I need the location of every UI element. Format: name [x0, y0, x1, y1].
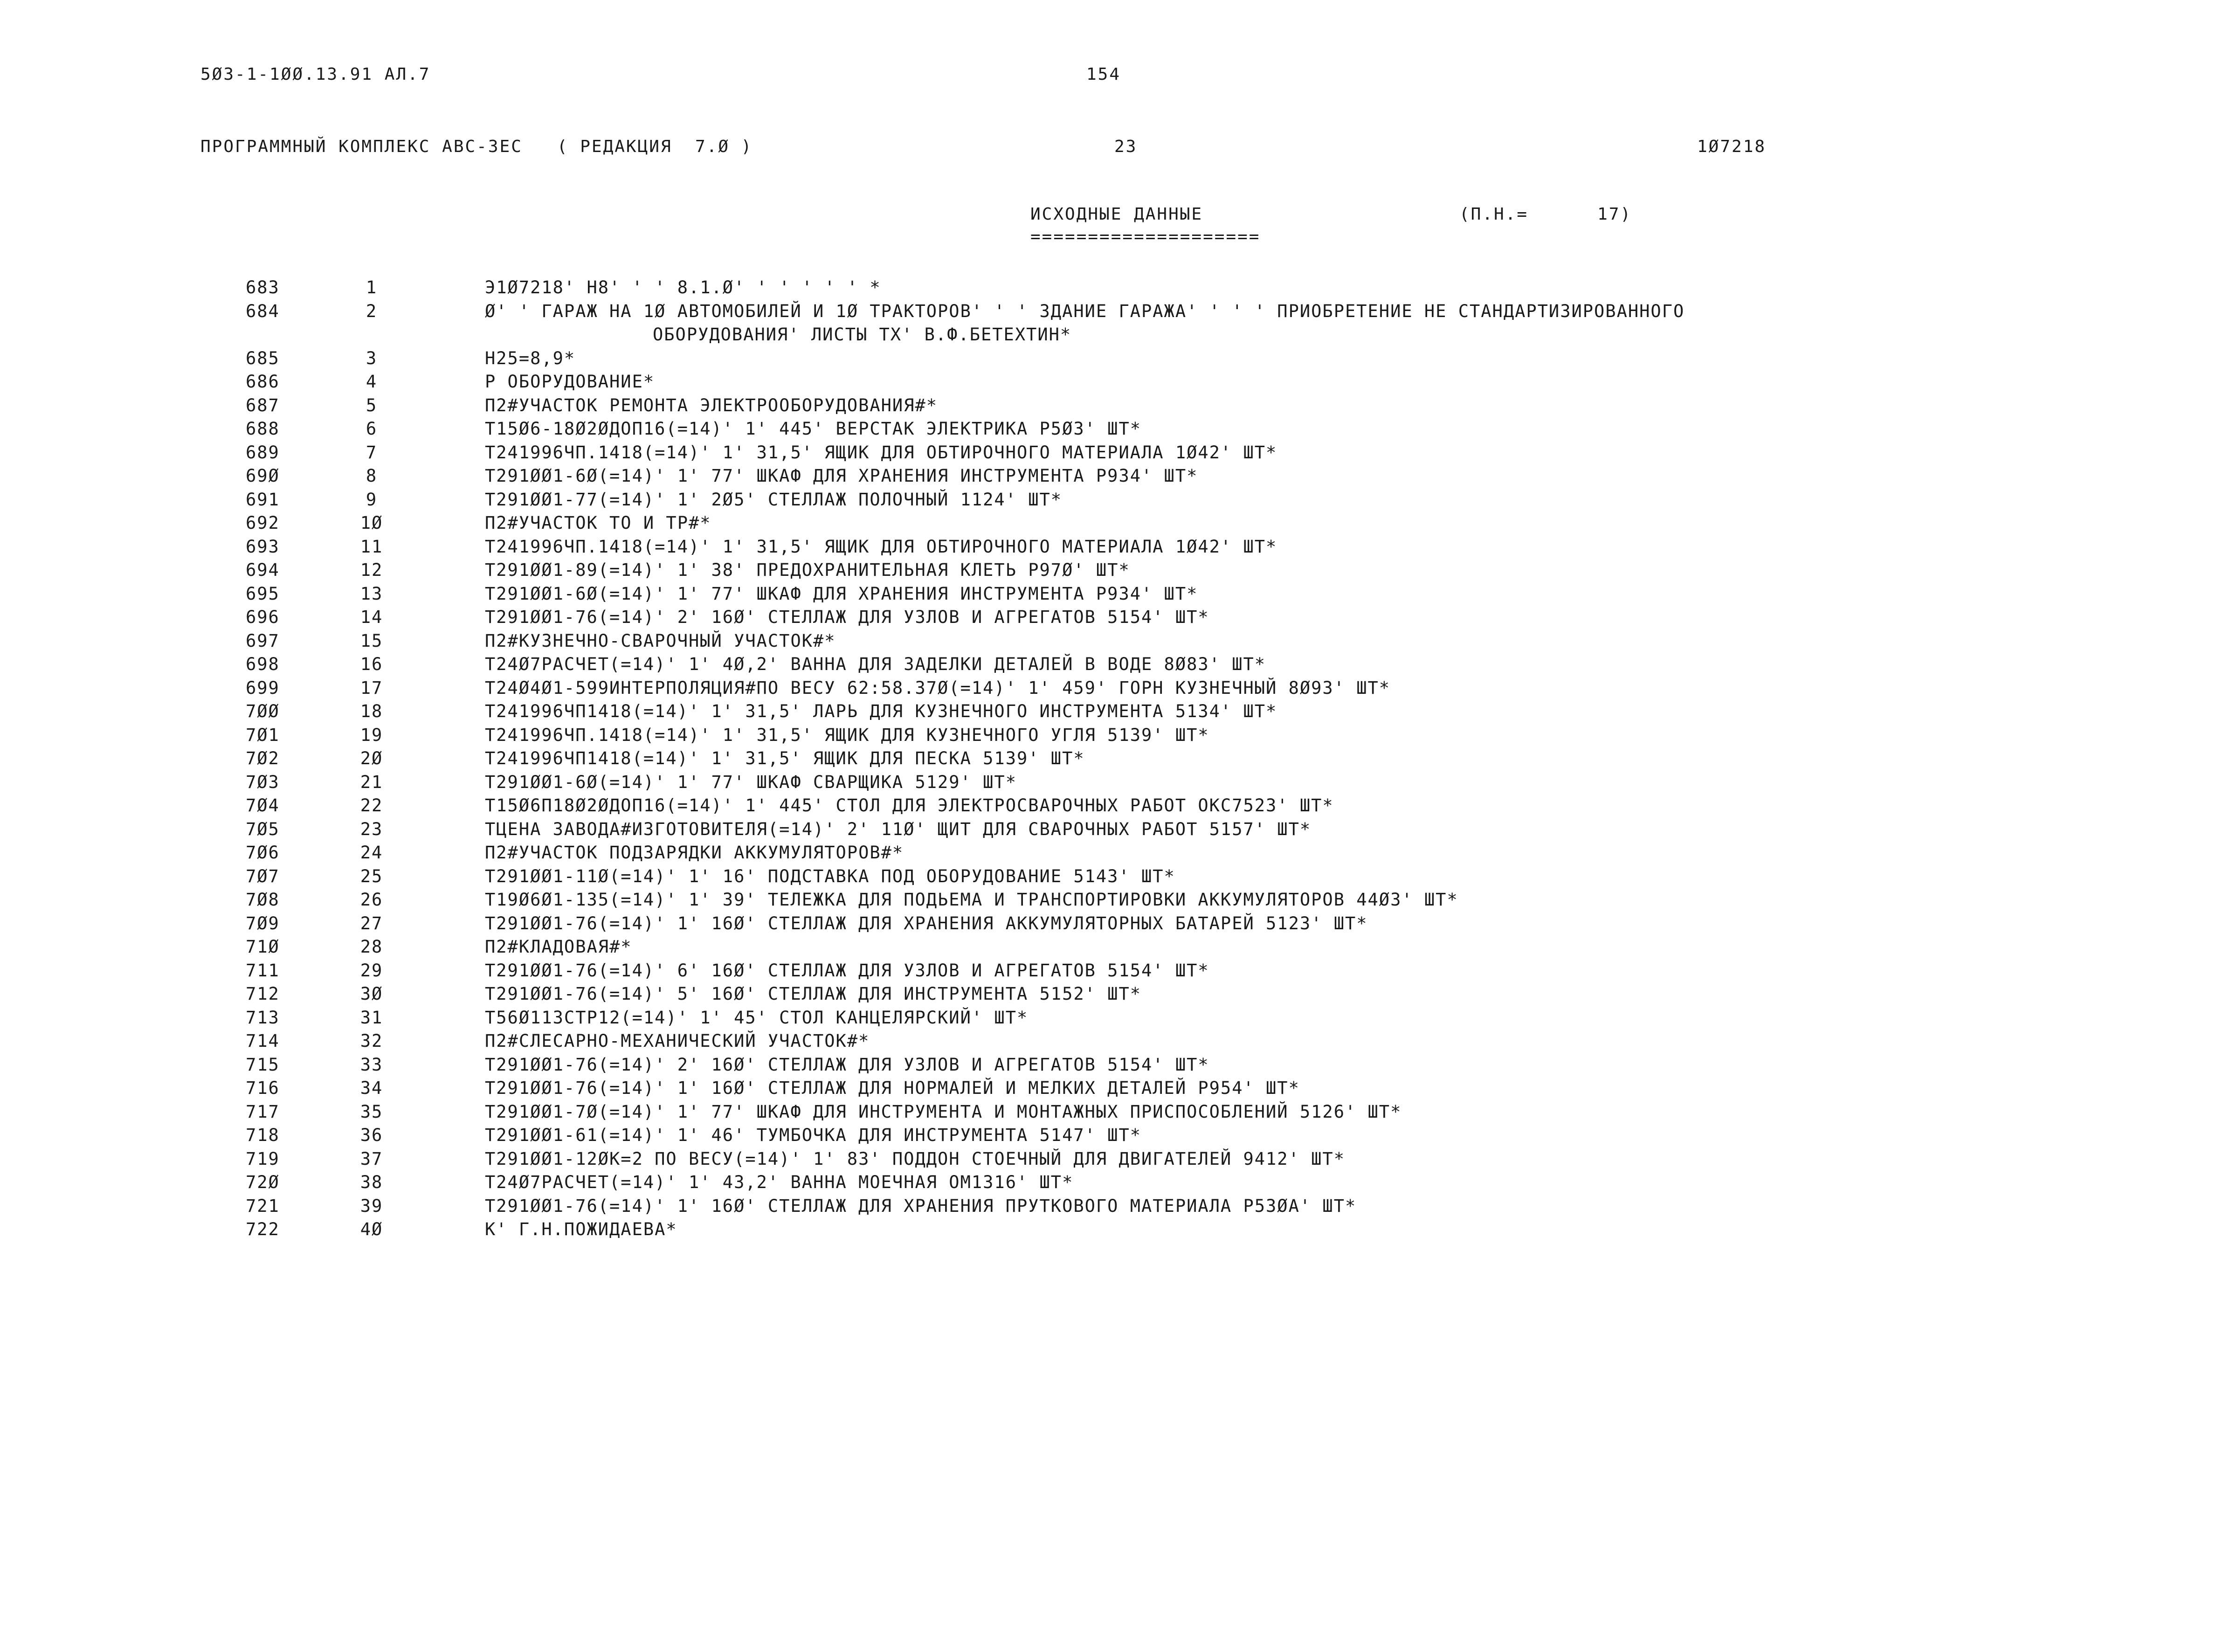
- record-sequence: 1: [366, 277, 378, 297]
- record-sequence: 7: [366, 442, 378, 463]
- record-text: Т291ØØ1-77(=14)' 1' 2Ø5' СТЕЛЛАЖ ПОЛОЧНЫЙ 1124' ШТ*: [485, 489, 1063, 510]
- listing-row: [0, 300, 2230, 324]
- line-number: 713: [246, 1007, 280, 1028]
- listing-row: [0, 417, 2230, 441]
- listing-row: [0, 347, 2230, 371]
- line-number: 684: [246, 301, 280, 321]
- line-number: 689: [246, 442, 280, 463]
- line-number: 691: [246, 489, 280, 510]
- listing-row: [0, 1147, 2230, 1171]
- line-number: 7Ø7: [246, 866, 280, 886]
- record-sequence: 24: [360, 843, 383, 863]
- record-text: Т291ØØ1-11Ø(=14)' 1' 16' ПОДСТАВКА ПОД ОБОРУДОВАНИЕ 5143' ШТ*: [485, 866, 1175, 886]
- record-sequence: 5: [366, 395, 378, 415]
- record-text: Т291ØØ1-6Ø(=14)' 1' 77' ШКАФ ДЛЯ ХРАНЕНИЯ ИНСТРУМЕНТА Р934' ШТ*: [485, 583, 1198, 604]
- record-text: Т241996ЧП.1418(=14)' 1' 31,5' ЯЩИК ДЛЯ КУЗНЕЧНОГО УГЛЯ 5139' ШТ*: [485, 725, 1209, 745]
- record-text: Т15Ø6-18Ø2ØДОП16(=14)' 1' 445' ВЕРСТАК ЭЛЕКТРИКА Р5Ø3' ШТ*: [485, 419, 1142, 439]
- record-sequence: 31: [360, 1007, 383, 1028]
- listing-row: [0, 370, 2230, 394]
- section-title: ИСХОДНЫЕ ДАННЫЕ: [1030, 205, 1203, 224]
- line-number: 693: [246, 536, 280, 557]
- record-sequence: 35: [360, 1101, 383, 1122]
- record-text: Т241996ЧП.1418(=14)' 1' 31,5' ЯЩИК ДЛЯ ОБТИРОЧНОГО МАТЕРИАЛА 1Ø42' ШТ*: [485, 442, 1277, 463]
- line-number: 685: [246, 348, 280, 368]
- record-text: Т24Ø7РАСЧЕТ(=14)' 1' 43,2' ВАННА МОЕЧНАЯ ОМ1316' ШТ*: [485, 1172, 1074, 1192]
- record-text: Т291ØØ1-76(=14)' 2' 16Ø' СТЕЛЛАЖ ДЛЯ УЗЛОВ И АГРЕГАТОВ 5154' ШТ*: [485, 1054, 1209, 1075]
- line-number: 72Ø: [246, 1172, 280, 1192]
- listing-row: [0, 511, 2230, 535]
- record-sequence: 39: [360, 1196, 383, 1216]
- pn-indicator: (П.Н.= 17): [1459, 205, 1632, 224]
- listing-row: [0, 653, 2230, 677]
- line-number: 71Ø: [246, 937, 280, 957]
- line-number: 692: [246, 513, 280, 533]
- listing-row: [0, 700, 2230, 724]
- listing-row: [0, 1100, 2230, 1124]
- record-sequence: 28: [360, 937, 383, 957]
- listing-row: [0, 677, 2230, 700]
- listing-row: [0, 794, 2230, 818]
- record-sequence: 32: [360, 1031, 383, 1051]
- line-number: 712: [246, 984, 280, 1004]
- listing-row: [0, 841, 2230, 865]
- record-sequence: 8: [366, 466, 378, 486]
- record-text: Т291ØØ1-76(=14)' 1' 16Ø' СТЕЛЛАЖ ДЛЯ НОРМАЛЕЙ И МЕЛКИХ ДЕТАЛЕЙ Р954' ШТ*: [485, 1078, 1300, 1098]
- record-text: Т291ØØ1-12ØК=2 ПО ВЕСУ(=14)' 1' 83' ПОДДОН СТОЕЧНЫЙ ДЛЯ ДВИГАТЕЛЕЙ 9412' ШТ*: [485, 1148, 1345, 1169]
- line-number: 711: [246, 960, 280, 981]
- record-text: Ø' ' ГАРАЖ НА 1Ø АВТОМОБИЛЕЙ И 1Ø ТРАКТОРОВ' ' ' ЗДАНИЕ ГАРАЖА' ' ' ' ПРИОБРЕТЕНИЕ НЕ СТАНДАРТИЗИРОВАННОГО: [485, 301, 1685, 321]
- record-text: Т291ØØ1-76(=14)' 5' 16Ø' СТЕЛЛАЖ ДЛЯ ИНСТРУМЕНТА 5152' ШТ*: [485, 984, 1142, 1004]
- listing-row: [0, 818, 2230, 842]
- listing-row: [0, 535, 2230, 559]
- record-text: Т291ØØ1-6Ø(=14)' 1' 77' ШКАФ СВАРЩИКА 5129' ШТ*: [485, 772, 1017, 792]
- line-number: 717: [246, 1101, 280, 1122]
- line-number: 699: [246, 677, 280, 698]
- line-number: 686: [246, 372, 280, 392]
- record-sequence: 34: [360, 1078, 383, 1098]
- record-text: Т24Ø7РАСЧЕТ(=14)' 1' 4Ø,2' ВАННА ДЛЯ ЗАДЕЛКИ ДЕТАЛЕЙ В ВОДЕ 8Ø83' ШТ*: [485, 654, 1266, 674]
- listing-row: [0, 1006, 2230, 1030]
- record-sequence: 33: [360, 1054, 383, 1075]
- listing-row: [0, 629, 2230, 653]
- record-sequence: 22: [360, 795, 383, 816]
- listing-row: [0, 959, 2230, 983]
- record-sequence: 6: [366, 419, 378, 439]
- record-sequence: 37: [360, 1148, 383, 1169]
- record-text: П2#КЛАДОВАЯ#*: [485, 937, 632, 957]
- record-text: Т19Ø6Ø1-135(=14)' 1' 39' ТЕЛЕЖКА ДЛЯ ПОДЬЕМА И ТРАНСПОРТИРОВКИ АККУМУЛЯТОРОВ 44Ø3' ШТ*: [485, 890, 1458, 910]
- record-text: П2#КУЗНЕЧНО-СВАРОЧНЫЙ УЧАСТОК#*: [485, 630, 836, 651]
- record-sequence: 26: [360, 890, 383, 910]
- record-sequence: 17: [360, 677, 383, 698]
- listing-row: [0, 724, 2230, 747]
- record-sequence: 9: [366, 489, 378, 510]
- record-sequence: 2: [366, 301, 378, 321]
- listing-row: [0, 888, 2230, 912]
- record-sequence: 38: [360, 1172, 383, 1192]
- line-number: 697: [246, 630, 280, 651]
- listing-row: [0, 1218, 2230, 1242]
- line-number: 721: [246, 1196, 280, 1216]
- record-text: Т15Ø6П18Ø2ØДОП16(=14)' 1' 445' СТОЛ ДЛЯ ЭЛЕКТРОСВАРОЧНЫХ РАБОТ ОКС7523' ШТ*: [485, 795, 1334, 816]
- listing-row: [0, 747, 2230, 771]
- line-number: 7Ø8: [246, 890, 280, 910]
- record-sequence: 36: [360, 1125, 383, 1145]
- listing-row: [0, 1195, 2230, 1218]
- line-number: 7Ø5: [246, 819, 280, 839]
- listing-row: [0, 1077, 2230, 1100]
- record-sequence: 16: [360, 654, 383, 674]
- listing-row: [0, 982, 2230, 1006]
- line-number: 716: [246, 1078, 280, 1098]
- record-text: П2#УЧАСТОК ТО И ТР#*: [485, 513, 711, 533]
- listing-row: [0, 1030, 2230, 1053]
- listing-row: [0, 394, 2230, 418]
- record-text: П2#УЧАСТОК РЕМОНТА ЭЛЕКТРООБОРУДОВАНИЯ#*: [485, 395, 938, 415]
- listing-row-continuation: [0, 323, 2230, 347]
- section-number: 23: [1114, 137, 1138, 156]
- record-text: Т291ØØ1-76(=14)' 1' 16Ø' СТЕЛЛАЖ ДЛЯ ХРАНЕНИЯ ПРУТКОВОГО МАТЕРИАЛА Р53ØА' ШТ*: [485, 1196, 1357, 1216]
- record-text: П2#УЧАСТОК ПОДЗАРЯДКИ АККУМУЛЯТОРОВ#*: [485, 843, 904, 863]
- record-sequence: 21: [360, 772, 383, 792]
- listing-row: [0, 582, 2230, 606]
- record-sequence: 12: [360, 560, 383, 580]
- record-sequence: 15: [360, 630, 383, 651]
- record-sequence: 3: [366, 348, 378, 368]
- record-sequence: 18: [360, 701, 383, 721]
- line-number: 696: [246, 607, 280, 627]
- record-sequence: 14: [360, 607, 383, 627]
- record-text: К' Г.Н.ПОЖИДАЕВА*: [485, 1219, 677, 1239]
- document-code: 5Ø3-1-1ØØ.13.91 АЛ.7: [200, 65, 431, 84]
- record-sequence: 13: [360, 583, 383, 604]
- listing-row: [0, 865, 2230, 889]
- line-number: 7Ø3: [246, 772, 280, 792]
- listing-row: [0, 559, 2230, 582]
- record-sequence: 27: [360, 913, 383, 933]
- listing-row: [0, 464, 2230, 488]
- record-text: Т291ØØ1-61(=14)' 1' 46' ТУМБОЧКА ДЛЯ ИНСТРУМЕНТА 5147' ШТ*: [485, 1125, 1142, 1145]
- record-text: Т291ØØ1-76(=14)' 1' 16Ø' СТЕЛЛАЖ ДЛЯ ХРАНЕНИЯ АККУМУЛЯТОРНЫХ БАТАРЕЙ 5123' ШТ*: [485, 913, 1368, 933]
- listing-row: [0, 935, 2230, 959]
- record-text: П2#СЛЕСАРНО-МЕХАНИЧЕСКИЙ УЧАСТОК#*: [485, 1031, 870, 1051]
- listing-row: [0, 276, 2230, 300]
- record-sequence: 4Ø: [360, 1219, 383, 1239]
- record-sequence: 4: [366, 372, 378, 392]
- line-number: 695: [246, 583, 280, 604]
- title-underline: ====================: [1030, 227, 1261, 246]
- record-text: Т241996ЧП1418(=14)' 1' 31,5' ЛАРЬ ДЛЯ КУЗНЕЧНОГО ИНСТРУМЕНТА 5134' ШТ*: [485, 701, 1277, 721]
- record-text: Т291ØØ1-76(=14)' 6' 16Ø' СТЕЛЛАЖ ДЛЯ УЗЛОВ И АГРЕГАТОВ 5154' ШТ*: [485, 960, 1209, 981]
- record-text: Т291ØØ1-76(=14)' 2' 16Ø' СТЕЛЛАЖ ДЛЯ УЗЛОВ И АГРЕГАТОВ 5154' ШТ*: [485, 607, 1209, 627]
- line-number: 719: [246, 1148, 280, 1169]
- record-sequence: 29: [360, 960, 383, 981]
- line-number: 7Ø6: [246, 843, 280, 863]
- title-block: [1030, 205, 1260, 246]
- record-text: Т241996ЧП1418(=14)' 1' 31,5' ЯЩИК ДЛЯ ПЕСКА 5139' ШТ*: [485, 748, 1085, 768]
- line-number: 683: [246, 277, 280, 297]
- line-number: 698: [246, 654, 280, 674]
- listing-row: [0, 441, 2230, 465]
- record-sequence: 25: [360, 866, 383, 886]
- line-number: 69Ø: [246, 466, 280, 486]
- line-number: 7ØØ: [246, 701, 280, 721]
- line-number: 7Ø4: [246, 795, 280, 816]
- record-text: Т291ØØ1-6Ø(=14)' 1' 77' ШКАФ ДЛЯ ХРАНЕНИЯ ИНСТРУМЕНТА Р934' ШТ*: [485, 466, 1198, 486]
- line-number: 714: [246, 1031, 280, 1051]
- record-text: Т291ØØ1-7Ø(=14)' 1' 77' ШКАФ ДЛЯ ИНСТРУМЕНТА И МОНТАЖНЫХ ПРИСПОСОБЛЕНИЙ 5126' ШТ*: [485, 1101, 1402, 1122]
- line-number: 715: [246, 1054, 280, 1075]
- line-number: 7Ø2: [246, 748, 280, 768]
- record-text: Э1Ø7218' Н8' ' ' 8.1.Ø' ' ' ' ' ' *: [485, 277, 881, 297]
- listing-row: [0, 1053, 2230, 1077]
- listing-row: [0, 912, 2230, 936]
- data-listing: [0, 276, 2230, 1242]
- record-sequence: 11: [360, 536, 383, 557]
- record-sequence: 23: [360, 819, 383, 839]
- listing-row: [0, 771, 2230, 795]
- record-text: Т291ØØ1-89(=14)' 1' 38' ПРЕДОХРАНИТЕЛЬНАЯ КЛЕТЬ Р97Ø' ШТ*: [485, 560, 1130, 580]
- program-name: ПРОГРАММНЫЙ КОМПЛЕКС АВС-3ЕС ( РЕДАКЦИЯ 7.Ø ): [200, 137, 753, 156]
- record-sequence: 3Ø: [360, 984, 383, 1004]
- line-number: 722: [246, 1219, 280, 1239]
- record-text: Т24Ø4Ø1-599ИНТЕРПОЛЯЦИЯ#ПО ВЕСУ 62:58.37Ø(=14)' 1' 459' ГОРН КУЗНЕЧНЫЙ 8Ø93' ШТ*: [485, 677, 1391, 698]
- line-number: 687: [246, 395, 280, 415]
- record-sequence: 2Ø: [360, 748, 383, 768]
- page-number: 154: [1086, 65, 1121, 84]
- record-text: Р ОБОРУДОВАНИЕ*: [485, 372, 655, 392]
- document-id: 1Ø7218: [1697, 137, 1767, 156]
- record-text: Т56Ø113СТР12(=14)' 1' 45' СТОЛ КАНЦЕЛЯРСКИЙ' ШТ*: [485, 1007, 1029, 1028]
- listing-row: [0, 1124, 2230, 1147]
- record-sequence: 1Ø: [360, 513, 383, 533]
- line-number: 7Ø9: [246, 913, 280, 933]
- listing-row: [0, 488, 2230, 512]
- record-text: ТЦЕНА ЗАВОДА#ИЗГОТОВИТЕЛЯ(=14)' 2' 11Ø' ЩИТ ДЛЯ СВАРОЧНЫХ РАБОТ 5157' ШТ*: [485, 819, 1312, 839]
- line-number: 7Ø1: [246, 725, 280, 745]
- line-number: 718: [246, 1125, 280, 1145]
- listing-row: [0, 606, 2230, 629]
- record-text-continuation: ОБОРУДОВАНИЯ' ЛИСТЫ ТХ' В.Ф.БЕТЕХТИН*: [653, 325, 1072, 345]
- line-number: 694: [246, 560, 280, 580]
- record-text: Т241996ЧП.1418(=14)' 1' 31,5' ЯЩИК ДЛЯ ОБТИРОЧНОГО МАТЕРИАЛА 1Ø42' ШТ*: [485, 536, 1277, 557]
- record-sequence: 19: [360, 725, 383, 745]
- record-text: Н25=8,9*: [485, 348, 576, 368]
- line-number: 688: [246, 419, 280, 439]
- listing-row: [0, 1171, 2230, 1195]
